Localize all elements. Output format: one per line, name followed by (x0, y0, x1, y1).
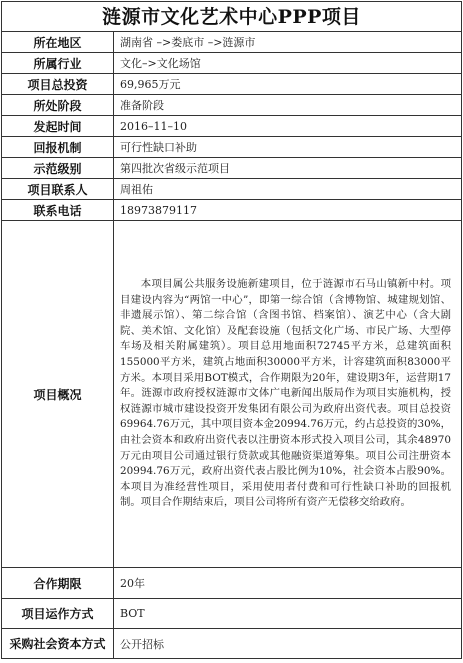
table-row-launch-date (2, 116, 462, 137)
row-label-industry: 所属行业 (2, 53, 114, 74)
page-title: 涟源市文化艺术中心PPP项目 (1, 1, 462, 31)
row-label-stage: 所处阶段 (2, 95, 114, 116)
row-value-contact: 周祖佑 (114, 179, 462, 200)
row-value-launch-date: 2016–11–10 (114, 116, 462, 137)
table-row-operation-mode (2, 599, 462, 629)
row-label-return-mechanism: 回报机制 (2, 137, 114, 158)
row-label-overview: 项目概况 (2, 221, 114, 568)
table-row-overview (2, 221, 462, 568)
row-value-phone: 18973879117 (114, 200, 462, 221)
table-row-procurement-method (2, 629, 462, 659)
row-label-procurement-method: 采购社会资本方式 (2, 629, 114, 659)
row-label-phone: 联系电话 (2, 200, 114, 221)
row-value-cooperation-period: 20年 (114, 568, 462, 599)
row-value-total-investment: 69,965万元 (114, 74, 462, 95)
project-info-sheet (1, 1, 462, 661)
row-label-operation-mode: 项目运作方式 (2, 599, 114, 629)
table-row-phone (2, 200, 462, 221)
table-row-total-investment (2, 74, 462, 95)
row-value-industry: 文化–>文化场馆 (114, 53, 462, 74)
table-row-stage (2, 95, 462, 116)
row-value-procurement-method: 公开招标 (114, 629, 462, 659)
row-label-cooperation-period: 合作期限 (2, 568, 114, 599)
row-label-total-investment: 项目总投资 (2, 74, 114, 95)
row-value-demo-level: 第四批次省级示范项目 (114, 158, 462, 179)
table-row-cooperation-period (2, 568, 462, 599)
row-value-stage: 准备阶段 (114, 95, 462, 116)
row-value-operation-mode: BOT (114, 599, 462, 629)
row-label-contact: 项目联系人 (2, 179, 114, 200)
overview-text: 本项目属公共服务设施新建项目，位于涟源市石马山镇新中村。项目建设内容为“两馆一中心”，即第一综合馆（含博物馆、城建规划馆、非遗展示馆）、第二综合馆（含图书馆、档案馆）、演艺中心（含大剧院、美术馆、文化馆）及配套设施（包括文化广场、市民广场、大型停车场及相关附属建筑）。项目总用地面积72745平方米，总建筑面积155000平方米，建筑占地面积30000平方米，计容建筑面积83000平方米。本项目采用BOT模式，合作期限为20年，建设期3年，运营期17年。涟源市政府授权涟源市文体广电新闻出版局作为项目实施机构，授权涟源市城市建设投资开发集团有限公司为政府出资代表。项目总投资69964.76万元，其中项目资本金20994.76万元，约占总投资的30%，由社会资本和政府出资代表以注册资本形式投入项目公司，其余48970万元由项目公司通过银行贷款或其他融资渠道筹集。项目公司注册资本20994.76万元，政府出资代表占股比例为10%，社会资本占股90%。本项目为准经营性项目，采用使用者付费和可行性缺口补助的回报机制。项目合作期结束后，项目公司将所有资产无偿移交给政府。 (120, 278, 451, 509)
row-value-overview (114, 221, 462, 568)
table-row-demo-level (2, 158, 462, 179)
table-row-return-mechanism (2, 137, 462, 158)
row-value-return-mechanism: 可行性缺口补助 (114, 137, 462, 158)
table-row-region (2, 32, 462, 53)
row-value-region: 湖南省 –>娄底市 –>涟源市 (114, 32, 462, 53)
table-row-contact (2, 179, 462, 200)
project-info-table (1, 31, 462, 659)
table-row-industry (2, 53, 462, 74)
row-label-launch-date: 发起时间 (2, 116, 114, 137)
row-label-region: 所在地区 (2, 32, 114, 53)
row-label-demo-level: 示范级别 (2, 158, 114, 179)
